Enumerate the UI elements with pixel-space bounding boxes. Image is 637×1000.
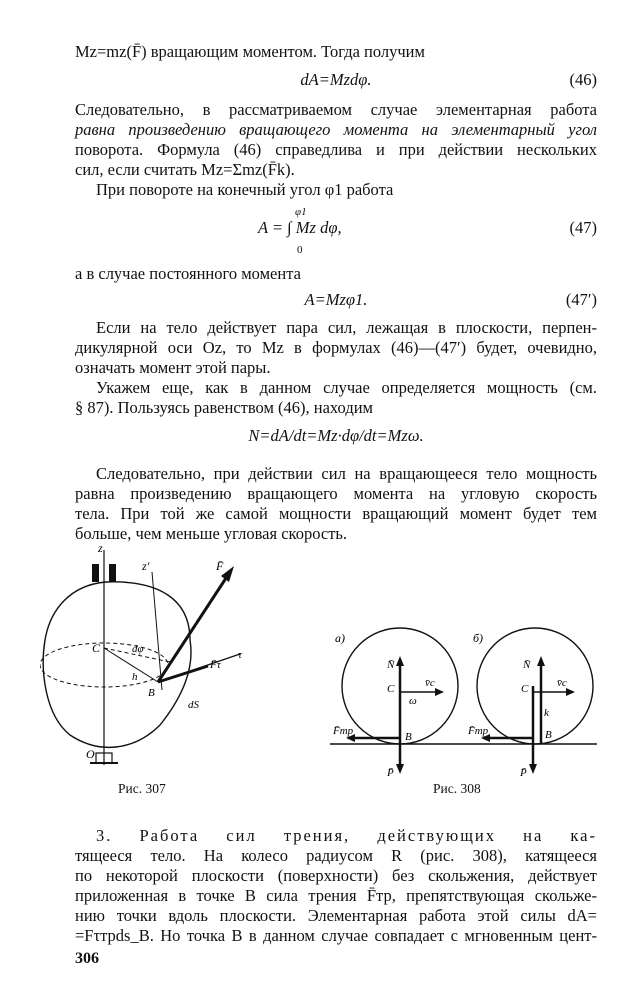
equation-formula: A=Mzφ1. — [304, 290, 368, 309]
text-line — [75, 264, 597, 284]
label-B-b: B — [545, 729, 552, 741]
label-B-a: B — [405, 731, 412, 743]
text-line — [75, 358, 597, 378]
arrow-N-a — [396, 656, 404, 666]
page-number: 306 — [75, 950, 99, 967]
text-line — [75, 866, 597, 886]
text-line — [96, 180, 597, 200]
label-N-a: N̄ — [387, 659, 395, 671]
equation-formula: dA=Mzdφ. — [300, 70, 372, 89]
label-Ftr-a: F̄тр — [333, 725, 354, 737]
label-panel-a: a) — [335, 631, 345, 645]
text-line-16: больше, чем меньше угловая скорость. — [75, 524, 348, 543]
text-line-4: поворота. Формула (46) справедлива и при действии нескольких — [75, 140, 597, 159]
text-line — [75, 398, 597, 418]
text-line-14: равна произведению вращающего момента на угловую скорость — [75, 484, 597, 503]
equation-47 — [75, 202, 597, 256]
integral-lower-limit: 0 — [297, 244, 303, 256]
text-line-20: приложенная в точке B сила трения F̄тр, препятствующая скольже- — [75, 886, 597, 905]
equation-number: (47′) — [565, 290, 597, 309]
arrow-P-a — [396, 764, 404, 774]
text-line-11: Укажем еще, как в данном случае определяется мощность (см. — [96, 378, 597, 397]
text-line — [75, 160, 597, 180]
text-line-17: 3. Работа сил трения, действующих на ка- — [96, 826, 597, 845]
section-heading-line — [96, 826, 597, 846]
label-omega-a: ω — [409, 695, 417, 707]
text-line-22: =Fτтрds_B. Но точка B в данном случае совпадает с мгновенным цент- — [75, 926, 597, 945]
figure-307-caption: Рис. 307 — [118, 781, 166, 796]
text-line-9: дикулярной оси Oz, то Mz в формулах (46)—(47′) будет, очевидно, — [75, 338, 597, 357]
label-k-b: k — [544, 707, 549, 719]
text-line-6: При повороте на конечный угол φ1 работа — [96, 180, 394, 199]
text-line-5: сил, если считать Mz=Σmz(F̄k). — [75, 160, 295, 179]
figure-308 — [325, 620, 600, 780]
integral-upper-limit: φ1 — [295, 206, 307, 218]
text-line — [75, 484, 597, 504]
label-vc-b: v̄c — [557, 677, 567, 689]
label-h: h — [132, 671, 138, 683]
text-line — [75, 504, 597, 524]
label-z-prime: z′ — [142, 559, 150, 573]
text-line — [75, 42, 597, 62]
label-panel-b: б) — [473, 631, 484, 645]
bearing-top-left — [92, 564, 99, 582]
text-line — [96, 464, 597, 484]
text-line — [75, 140, 597, 160]
label-C-a: C — [387, 683, 395, 695]
text-line — [75, 926, 597, 946]
arrow-vc-b — [566, 688, 575, 696]
text-line — [96, 378, 597, 398]
label-N-b: N̄ — [523, 659, 531, 671]
label-P-b: P̄ — [520, 767, 527, 779]
text-line-10: означать момент этой пары. — [75, 358, 271, 377]
label-C: C — [92, 641, 101, 655]
label-z: z — [98, 541, 103, 555]
text-line-13: Следовательно, при действии сил на вращающееся тело мощность — [96, 464, 597, 483]
figure-308-caption: Рис. 308 — [433, 781, 481, 796]
label-vc-a: v̄c — [425, 677, 435, 689]
text-line-12: § 87). Пользуясь равенством (46), находим — [75, 398, 373, 417]
label-F: F̄ — [216, 559, 224, 573]
radius-h — [104, 648, 158, 682]
text-line — [75, 120, 597, 140]
figure-307 — [40, 540, 300, 775]
equation-formula: A = ∫ Mz dφ, — [258, 218, 342, 237]
text-line — [75, 100, 597, 120]
equation-formula: N=dA/dt=Mz·dφ/dt=Mzω. — [248, 426, 424, 445]
label-F-tau: F̄τ — [210, 659, 221, 671]
bearing-top-right — [109, 564, 116, 582]
text-line — [75, 886, 597, 906]
text-line-3: равна произведению вращающего момента на элементарный угол — [75, 120, 597, 139]
label-Ftr-b: F̄тр — [468, 725, 489, 737]
label-d-phi: dφ — [132, 643, 144, 655]
label-C-b: C — [521, 683, 529, 695]
arrow-P-b — [529, 764, 537, 774]
text-line-8: Если на тело действует пара сил, лежащая в плоскости, перпен- — [96, 318, 597, 337]
label-P-a: P̄ — [387, 767, 394, 779]
label-tau: τ — [238, 649, 242, 661]
arrow-vc-a — [435, 688, 444, 696]
text-line — [75, 906, 597, 926]
arrow-N-b — [537, 656, 545, 666]
text-line — [75, 846, 597, 866]
text-line — [75, 338, 597, 358]
text-line-18: тящееся тело. На колесо радиусом R (рис. 308), катящееся — [75, 846, 597, 865]
text-line-7: а в случае постоянного момента — [75, 264, 301, 283]
text-line-21: нию точки вдоль плоскости. Элементарная работа этой силы dA= — [75, 906, 597, 925]
equation-number: (46) — [569, 70, 597, 89]
text-line-2: Следовательно, в рассматриваемом случае элементарная работа — [75, 100, 597, 119]
text-line — [96, 318, 597, 338]
label-ds: dS — [188, 699, 199, 711]
text-line-1: Mz=mz(F̄) вращающим моментом. Тогда получим — [75, 42, 425, 61]
label-B: B — [148, 687, 155, 699]
wheel-b — [477, 628, 593, 744]
label-O: O — [86, 747, 95, 761]
text-line-19: по некоторой плоскости (поверхности) без скольжения, действует — [75, 866, 597, 885]
equation-number: (47) — [569, 218, 597, 237]
text-line-15: тела. При той же самой мощности вращающий момент будет тем — [75, 504, 597, 523]
